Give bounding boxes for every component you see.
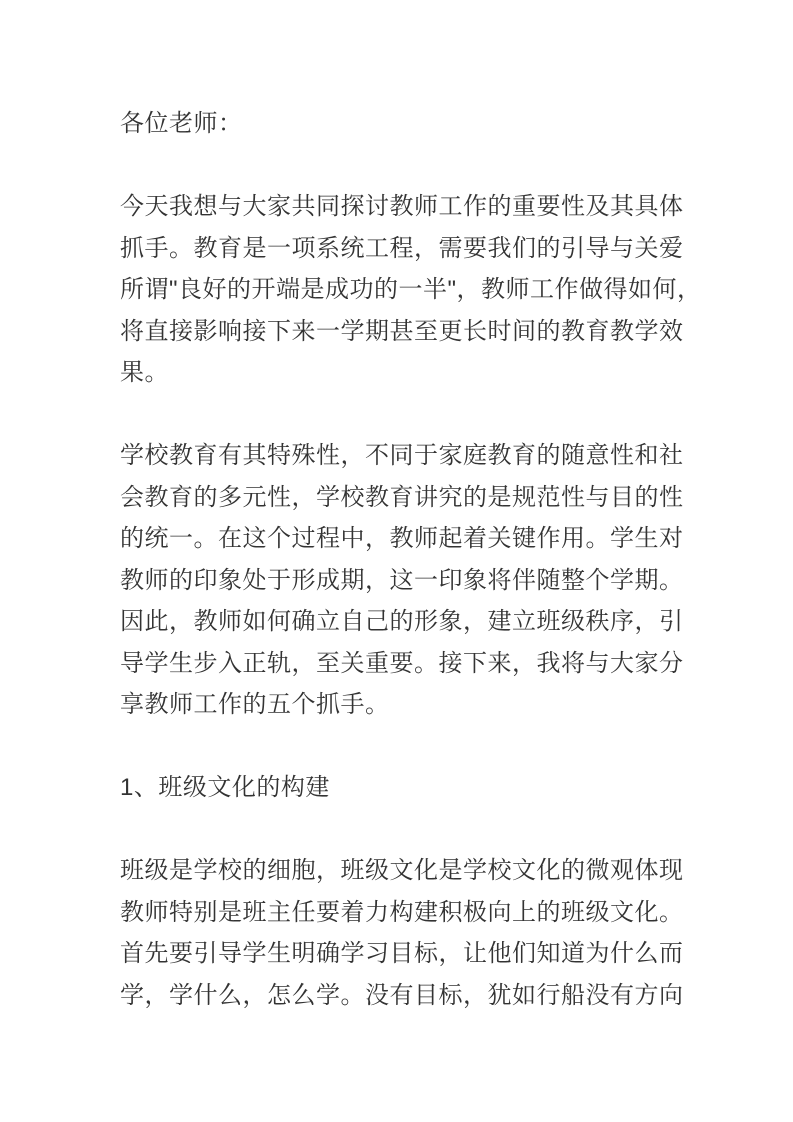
text-line: 会教育的多元性，学校教育讲究的是规范性与目的性: [120, 483, 684, 511]
paragraph: [120, 850, 703, 1016]
text-line: 今天我想与大家共同探讨教师工作的重要性及其具体: [120, 193, 684, 220]
text-line: 班级是学校的细胞，班级文化是学校文化的微观体现: [120, 857, 684, 884]
text-line: 教师的印象处于形成期，这一印象将伴随整个学期。: [120, 566, 684, 594]
text-line: 学校教育有其特殊性，不同于家庭教育的随意性和社: [120, 442, 684, 469]
text-line: 教师特别是班主任要着力构建积极向上的班级文化。: [120, 898, 684, 926]
text-line: 导学生步入正轨，至关重要。接下来，我将与大家分: [120, 649, 684, 677]
paragraph: [120, 186, 703, 394]
text-line: 学，学什么，怎么学。没有目标，犹如行船没有方向: [120, 981, 684, 1009]
text-line: 将直接影响接下来一学期甚至更长时间的教育教学效: [120, 317, 684, 345]
text-line: 各位老师：: [120, 110, 243, 137]
text-line: 1、班级文化的构建: [120, 774, 330, 801]
text-line: 果。: [120, 359, 169, 386]
text-line: 抓手。教育是一项系统工程，需要我们的引导与关爱: [120, 234, 684, 262]
text-line: 的统一。在这个过程中，教师起着关键作用。学生对: [120, 525, 684, 552]
paragraph: [120, 435, 703, 726]
text-line: 首先要引导学生明确学习目标，让他们知道为什么而: [120, 940, 684, 967]
paragraph: [120, 103, 703, 145]
text-line: 所谓"良好的开端是成功的一半"，教师工作做得如何，: [120, 276, 702, 303]
text-line: 享教师工作的五个抓手。: [120, 691, 390, 718]
section-heading: [120, 767, 703, 809]
text-line: 因此，教师如何确立自己的形象，建立班级秩序，引: [120, 608, 684, 635]
